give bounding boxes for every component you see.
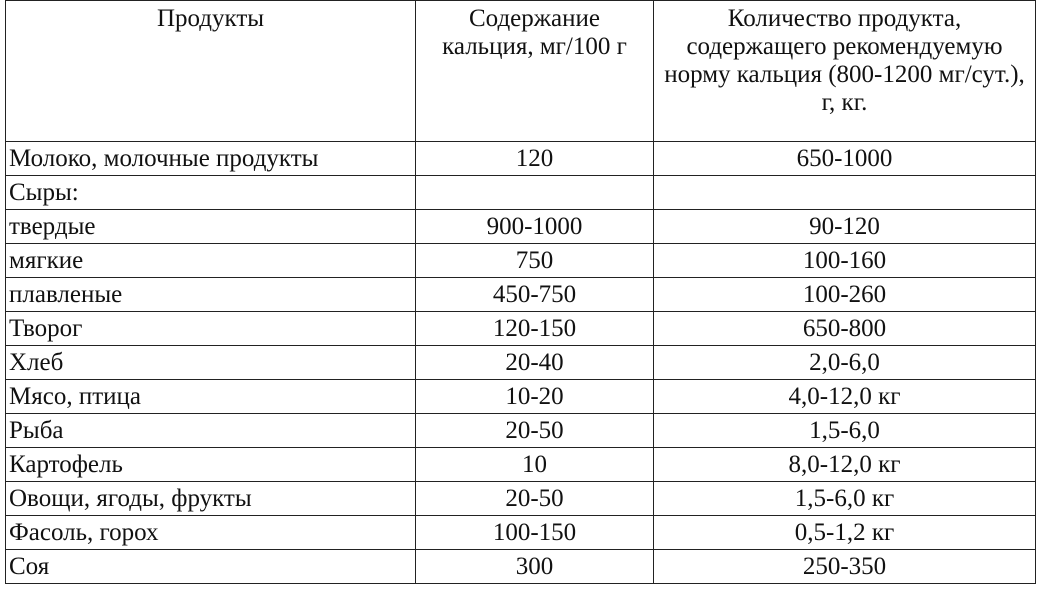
table-row: [6, 414, 1036, 448]
header-row: [6, 1, 1036, 142]
product-cell: Мясо, птица: [6, 380, 416, 414]
table-row: [6, 380, 1036, 414]
amount-cell: 650-1000: [654, 142, 1036, 176]
product-cell: мягкие: [6, 244, 416, 278]
calcium-cell: 300: [416, 550, 654, 584]
amount-cell: 4,0-12,0 кг: [654, 380, 1036, 414]
amount-cell: 100-160: [654, 244, 1036, 278]
amount-cell: 8,0-12,0 кг: [654, 448, 1036, 482]
calcium-cell: 10: [416, 448, 654, 482]
amount-cell: 1,5-6,0: [654, 414, 1036, 448]
amount-cell: 650-800: [654, 312, 1036, 346]
product-cell: Сыры:: [6, 176, 416, 210]
calcium-cell: 120: [416, 142, 654, 176]
calcium-cell: 750: [416, 244, 654, 278]
amount-cell: 90-120: [654, 210, 1036, 244]
amount-cell: 1,5-6,0 кг: [654, 482, 1036, 516]
table-row: [6, 210, 1036, 244]
table-row: [6, 448, 1036, 482]
calcium-cell: 100-150: [416, 516, 654, 550]
header-calcium-content: Содержание кальция, мг/100 г: [416, 1, 654, 142]
amount-cell: 0,5-1,2 кг: [654, 516, 1036, 550]
calcium-cell: 120-150: [416, 312, 654, 346]
product-cell: Молоко, молочные продукты: [6, 142, 416, 176]
product-cell: Рыба: [6, 414, 416, 448]
product-cell: твердые: [6, 210, 416, 244]
header-product: Продукты: [6, 1, 416, 142]
table-row: [6, 516, 1036, 550]
amount-cell: [654, 176, 1036, 210]
table-row: [6, 482, 1036, 516]
amount-cell: 100-260: [654, 278, 1036, 312]
calcium-table: [5, 0, 1036, 584]
calcium-cell: [416, 176, 654, 210]
amount-cell: 2,0-6,0: [654, 346, 1036, 380]
calcium-cell: 20-50: [416, 482, 654, 516]
product-cell: Соя: [6, 550, 416, 584]
calcium-cell: 20-40: [416, 346, 654, 380]
product-cell: Картофель: [6, 448, 416, 482]
product-cell: Овощи, ягоды, фрукты: [6, 482, 416, 516]
table-row: [6, 346, 1036, 380]
calcium-cell: 900-1000: [416, 210, 654, 244]
calcium-cell: 10-20: [416, 380, 654, 414]
calcium-cell: 20-50: [416, 414, 654, 448]
header-amount-for-norm: Количество продукта, содержащего рекомендуемую норму кальция (800-1200 мг/сут.), г, кг.: [654, 1, 1036, 142]
product-cell: Хлеб: [6, 346, 416, 380]
table-row: [6, 244, 1036, 278]
amount-cell: 250-350: [654, 550, 1036, 584]
table-row: [6, 278, 1036, 312]
product-cell: Фасоль, горох: [6, 516, 416, 550]
product-cell: плавленые: [6, 278, 416, 312]
table-row: [6, 176, 1036, 210]
table-row: [6, 312, 1036, 346]
calcium-cell: 450-750: [416, 278, 654, 312]
table-row: [6, 550, 1036, 584]
product-cell: Творог: [6, 312, 416, 346]
table-row: [6, 142, 1036, 176]
